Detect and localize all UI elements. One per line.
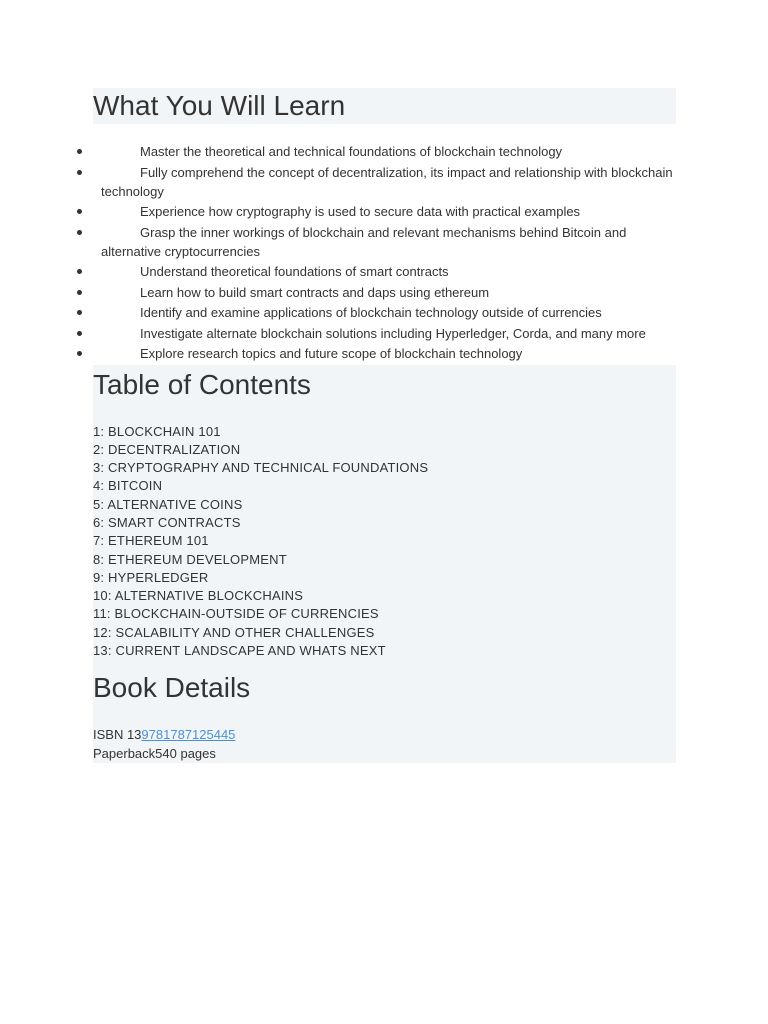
format-row — [93, 745, 676, 764]
toc-item: 5: ALTERNATIVE COINS — [93, 496, 243, 512]
isbn-row — [93, 726, 676, 745]
toc-section — [93, 365, 676, 764]
toc-item: 2: DECENTRALIZATION — [93, 441, 241, 457]
list-item: Experience how cryptography is used to secure data with practical examples — [0, 202, 768, 221]
list-item: Investigate alternate blockchain solutions including Hyperledger, Corda, and many more — [0, 324, 768, 343]
toc-item: 13: CURRENT LANDSCAPE AND WHATS NEXT — [93, 643, 386, 659]
toc-item: 10: ALTERNATIVE BLOCKCHAINS — [93, 588, 304, 604]
list-item: Grasp the inner workings of blockchain and relevant mechanisms behind Bitcoin and alternative cryptocurrencies — [0, 223, 768, 261]
isbn-link[interactable]: 9781787125445 — [141, 727, 236, 743]
toc-item: 9: HYPERLEDGER — [93, 569, 209, 585]
list-item: Learn how to build smart contracts and daps using ethereum — [0, 283, 768, 302]
toc-item: 12: SCALABILITY AND OTHER CHALLENGES — [93, 624, 375, 640]
toc-list — [93, 403, 676, 669]
format-label: Paperback — [93, 745, 156, 761]
page-count: 540 pages — [155, 745, 216, 761]
list-item: Understand theoretical foundations of smart contracts — [0, 262, 768, 281]
book-details-heading: Book Details — [93, 668, 676, 706]
learn-list — [0, 142, 768, 363]
learn-heading: What You Will Learn — [93, 88, 676, 124]
list-item: Master the theoretical and technical foundations of blockchain technology — [0, 142, 768, 161]
list-item: Identify and examine applications of blockchain technology outside of currencies — [0, 303, 768, 322]
book-details — [93, 706, 676, 763]
toc-item: 6: SMART CONTRACTS — [93, 514, 241, 530]
book-page — [93, 88, 676, 763]
toc-item: 4: BITCOIN — [93, 478, 163, 494]
toc-item: 7: ETHEREUM 101 — [93, 533, 209, 549]
toc-item: 11: BLOCKCHAIN-OUTSIDE OF CURRENCIES — [93, 606, 379, 622]
list-item: Fully comprehend the concept of decentralization, its impact and relationship with blockchain technology — [0, 163, 768, 201]
toc-item: 1: BLOCKCHAIN 101 — [93, 423, 221, 439]
toc-item: 8: ETHEREUM DEVELOPMENT — [93, 551, 287, 567]
isbn-label: ISBN 13 — [93, 727, 142, 743]
list-item: Explore research topics and future scope of blockchain technology — [0, 344, 768, 363]
toc-item: 3: CRYPTOGRAPHY AND TECHNICAL FOUNDATIONS — [93, 460, 429, 476]
toc-heading: Table of Contents — [93, 365, 676, 403]
